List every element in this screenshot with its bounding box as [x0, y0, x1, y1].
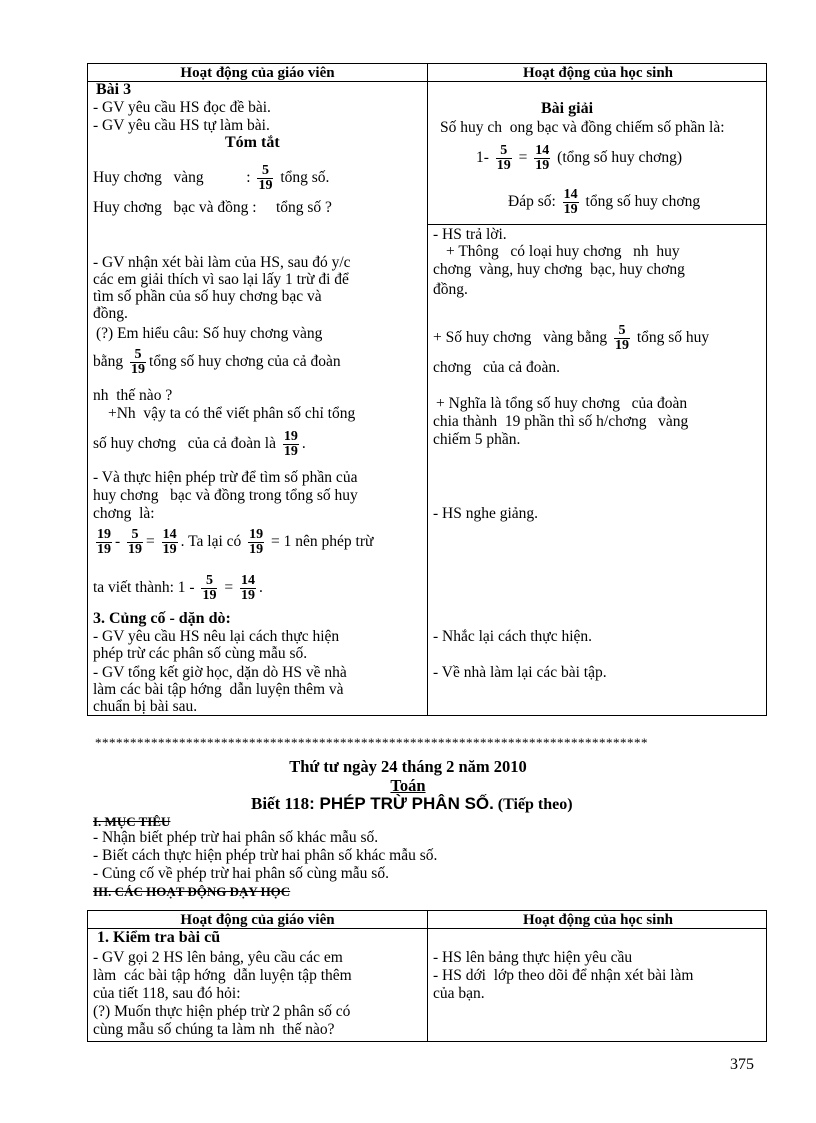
text-fragment: . Ta lại có: [180, 533, 242, 550]
date-line: Thứ tư ngày 24 tháng 2 năm 2010: [289, 757, 527, 776]
teacher-header: Hoạt động của giáo viên: [180, 65, 335, 81]
section-title: 1. Kiểm tra bài cũ: [97, 929, 221, 946]
text-fragment: .: [258, 579, 263, 596]
text-fragment: tổng số huy chơng: [585, 193, 701, 210]
fraction-14-19: $\frac{14}{19}$: [240, 572, 255, 603]
text-line: [93, 422, 306, 466]
lesson-name: : PHÉP TRỪ PHÂN SỐ.: [309, 794, 494, 813]
lesson-subtitle: (Tiếp theo): [497, 796, 573, 813]
equation-line: [476, 136, 682, 180]
text-line: - HS trả lời.: [433, 226, 507, 243]
text-line: chơng vàng, huy chơng bạc, huy chơng: [433, 261, 685, 278]
text-line: (?) Muốn thực hiện phép trừ 2 phân số có: [93, 1003, 351, 1020]
text-line: huy chơng bạc và đồng trong tổng số huy: [93, 487, 358, 504]
text-line: chuẩn bị bài sau.: [93, 698, 198, 715]
text-line: - GV yêu cầu HS tự làm bài.: [93, 117, 270, 134]
column-divider: [427, 64, 428, 715]
text-line: chia thành 19 phần thì số h/chơng vàng: [433, 413, 689, 430]
text-line: - HS lên bảng thực hiện yêu cầu: [433, 949, 633, 966]
text-line: chơng của cả đoàn.: [433, 359, 560, 376]
text-line: chơng là:: [93, 505, 155, 522]
text-line: chiếm 5 phần.: [433, 431, 521, 448]
subject-title: Toán: [390, 776, 426, 795]
text-line: - HS dới lớp theo dõi để nhận xét bài làm: [433, 967, 694, 984]
text-line: [93, 158, 329, 198]
fraction-5-19: $\frac{5}{19}$: [496, 142, 511, 173]
summary-title: Tóm tắt: [225, 134, 280, 151]
text-line: Số huy ch ong bạc và đồng chiếm số phần là:: [440, 119, 725, 136]
text-fragment: 1-: [476, 149, 489, 166]
text-fragment: Đáp số:: [508, 193, 556, 210]
fraction-5-19: $\frac{5}{19}$: [128, 526, 143, 557]
fraction-19-19: $\frac{19}{19}$: [97, 526, 111, 557]
text-line: - GV tổng kết giờ học, dặn dò HS về nhà: [93, 664, 347, 681]
text-fragment: ta viết thành: 1 -: [93, 579, 195, 596]
fraction-5-19: $\frac{5}{19}$: [614, 322, 629, 353]
text-fragment: =: [518, 149, 528, 166]
text-line: - GV yêu cầu HS đọc đề bài.: [93, 99, 271, 116]
text-line: + Thông có loại huy chơng nh huy: [446, 243, 680, 260]
student-header: Hoạt động của học sinh: [522, 912, 674, 928]
objective-item: - Củng cố về phép trừ hai phân số cùng mẫu số.: [93, 865, 389, 882]
text-fragment: + Số huy chơng vàng bằng: [433, 329, 608, 346]
text-line: - Về nhà làm lại các bài tập.: [433, 664, 607, 681]
text-fragment: bằng: [93, 353, 124, 370]
text-line: của bạn.: [433, 985, 485, 1002]
fraction-14-19: $\frac{14}{19}$: [535, 142, 550, 173]
row-rule: [427, 224, 766, 225]
activities-heading: III. CÁC HOẠT ĐỘNG DẠY HỌC: [93, 884, 291, 899]
text-line: - HS nghe giảng.: [433, 505, 539, 522]
text-line: - Và thực hiện phép trừ để tìm số phần của: [93, 469, 358, 486]
text-line: (?) Em hiểu câu: Số huy chơng vàng: [96, 325, 323, 342]
objective-item: - Nhận biết phép trừ hai phân số khác mẫu số.: [93, 829, 379, 846]
total-label: tổng số.: [280, 169, 330, 186]
objectives-heading: I. MỤC TIÊU: [93, 814, 171, 829]
fraction-14-19: $\frac{14}{19}$: [162, 526, 177, 557]
objective-item: - Biết cách thực hiện phép trừ hai phân số khác mẫu số.: [93, 847, 438, 864]
text-line: làm các bài tập hớng dẫn luyện tập thêm: [93, 967, 352, 984]
fraction-5-19: $\frac{5}{19}$: [258, 162, 273, 193]
text-line: cùng mẫu số chúng ta làm nh thế nào?: [93, 1021, 335, 1038]
fraction-14-19: $\frac{14}{19}$: [563, 186, 578, 217]
separator: *******************************************************************************: [95, 735, 648, 750]
student-header: Hoạt động của học sinh: [522, 65, 674, 81]
text-line: làm các bài tập hớng dẫn luyện thêm và: [93, 681, 344, 698]
text-line: - GV yêu cầu HS nêu lại cách thực hiện: [93, 628, 340, 645]
lesson-title: [251, 794, 573, 815]
text-line: - GV nhận xét bài làm của HS, sau đó y/c: [93, 254, 351, 271]
fraction-5-19: $\frac{5}{19}$: [131, 346, 146, 377]
column-divider: [427, 911, 428, 1041]
text-line: [433, 316, 709, 360]
text-line: đồng.: [433, 281, 468, 298]
text-line: + Nghĩa là tổng số huy chơng của đoàn: [436, 395, 688, 412]
text-line: Huy chơng bạc và đồng : tổng số ?: [93, 199, 332, 216]
exercise-title: Bài 3: [96, 81, 132, 98]
text-line: các em giải thích vì sao lại lấy 1 trừ đi để: [93, 271, 349, 288]
text-fragment: =: [224, 579, 234, 596]
section-title: 3. Củng cố - dặn dò:: [93, 610, 231, 627]
text-line: - Nhắc lại cách thực hiện.: [433, 628, 593, 645]
text-line: nh thế nào ?: [93, 387, 173, 404]
text-line: của tiết 118, sau đó hỏi:: [93, 985, 241, 1002]
teacher-header: Hoạt động của giáo viên: [180, 912, 335, 928]
text-line: [93, 340, 341, 384]
page-number: 375: [730, 1056, 754, 1073]
text-fragment: (tổng số huy chơng): [557, 149, 683, 166]
text-fragment: -: [115, 533, 121, 550]
equation-line: [93, 566, 263, 610]
fraction-5-19: $\frac{5}{19}$: [202, 572, 217, 603]
text-fragment: = 1 nên phép trừ: [271, 533, 374, 550]
fraction-19-19: $\frac{19}{19}$: [249, 526, 264, 557]
fraction-19-19: $\frac{19}{19}$: [283, 428, 298, 459]
text-line: đồng.: [93, 305, 128, 322]
equation-line: [93, 520, 373, 564]
text-fragment: tổng số huy chơng của cả đoàn: [149, 353, 341, 370]
answer-line: [508, 180, 700, 224]
text-fragment: =: [146, 533, 155, 550]
text-fragment: số huy chơng của cả đoàn là: [93, 435, 276, 452]
text-line: - GV gọi 2 HS lên bảng, yêu cầu các em: [93, 949, 343, 966]
text-fragment: .: [301, 435, 306, 452]
text-fragment: tổng số huy: [636, 329, 710, 346]
text-line: phép trừ các phân số cùng mẫu số.: [93, 645, 308, 662]
text-line: tìm số phần của số huy chơng bạc và: [93, 288, 322, 305]
solution-title: Bài giải: [541, 100, 594, 117]
lesson-number: Biết 118: [251, 794, 310, 813]
text-line: +Nh vậy ta có thể viết phân số chỉ tổng: [108, 405, 356, 422]
gold-medal-label: Huy chơng vàng :: [93, 169, 251, 186]
